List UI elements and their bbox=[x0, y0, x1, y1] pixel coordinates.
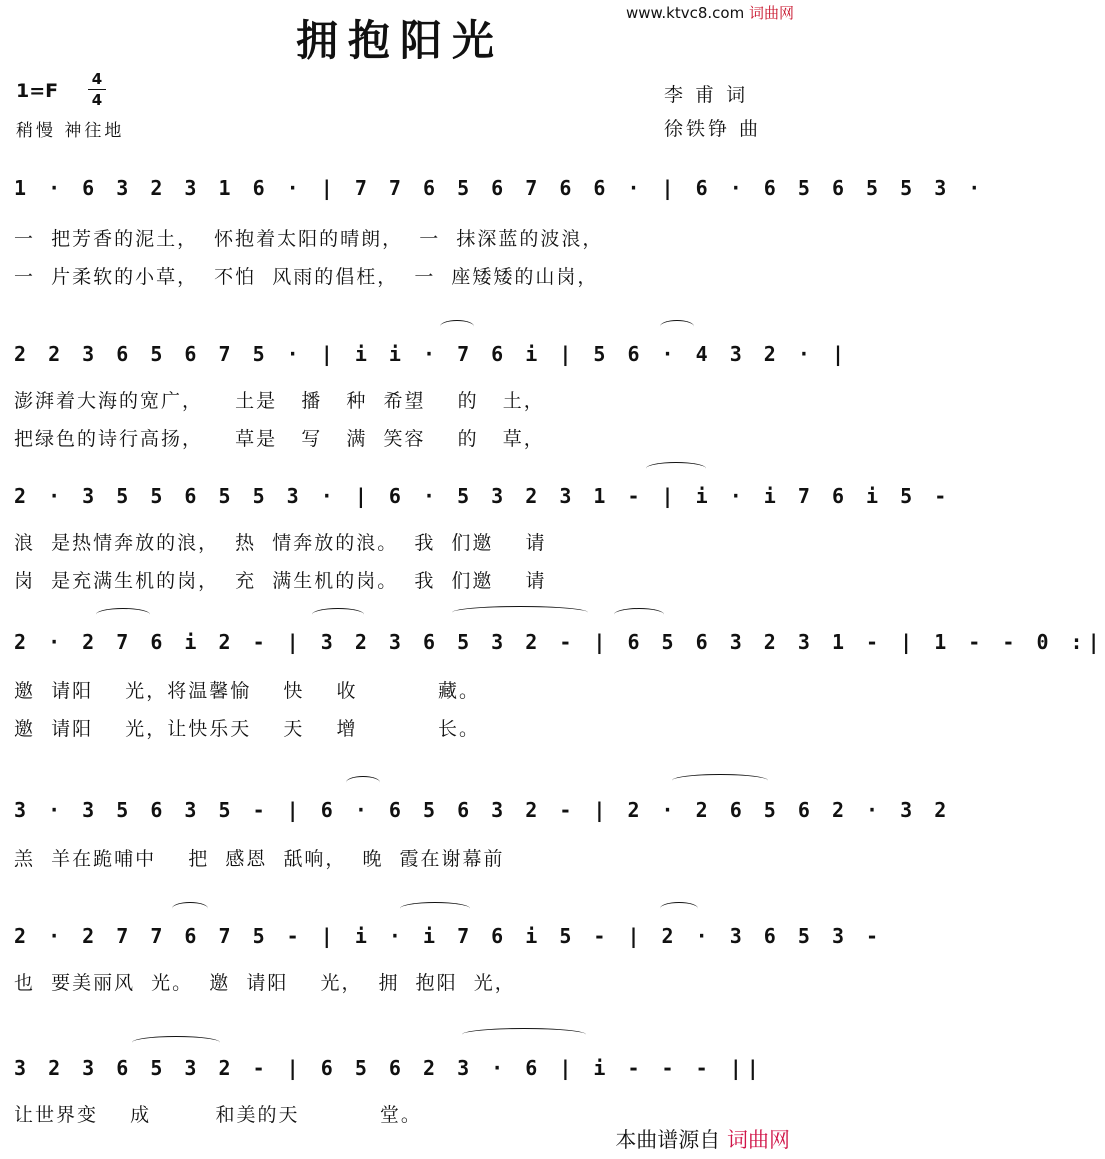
key-signature: 1=F bbox=[16, 80, 59, 102]
composer: 徐铁铮 曲 bbox=[664, 118, 762, 140]
slur bbox=[672, 774, 768, 787]
lyric-line-5: 羔 羊在跪哺中 把 感恩 舐响， 晚 霞在谢幕前 bbox=[14, 848, 505, 870]
lyric-line-2b: 把绿色的诗行高扬， 草是 写 满 笑容 的 草， bbox=[14, 428, 545, 450]
slur bbox=[660, 320, 694, 333]
slur bbox=[172, 902, 208, 915]
slur bbox=[440, 320, 474, 333]
notation-line-3: 2 · 3 5 5 6 5 5 3 · | 6 · 5 3 2 3 1 - | i · i 7 6 i 5 - bbox=[14, 484, 952, 508]
source-credit bbox=[615, 1124, 790, 1154]
slur bbox=[660, 902, 698, 915]
lyric-line-7: 让世界变 成 和美的天 堂。 bbox=[14, 1104, 422, 1126]
source-brand: 词曲网 bbox=[727, 1128, 790, 1152]
watermark-brand: 词曲网 bbox=[748, 4, 794, 22]
slur bbox=[400, 902, 470, 915]
slur bbox=[646, 462, 706, 475]
source-prefix: 本曲谱源自 bbox=[615, 1128, 721, 1152]
lyric-line-1b: 一 片柔软的小草， 不怕 风雨的倡枉， 一 座矮矮的山岗， bbox=[14, 266, 599, 288]
slur bbox=[346, 776, 380, 789]
time-signature bbox=[88, 70, 106, 109]
watermark-site: www.ktvc8.com bbox=[625, 4, 745, 22]
notation-line-1: 1 · 6 3 2 3 1 6 · | 7 7 6 5 6 7 6 6 · | 6 · 6 5 6 5 5 3 · bbox=[14, 176, 1003, 200]
slur bbox=[452, 606, 588, 619]
lyric-line-4a: 邀 请阳 光，将温馨愉 快 收 藏。 bbox=[14, 680, 480, 702]
slur bbox=[614, 608, 664, 621]
song-title: 拥抱阳光 bbox=[295, 16, 504, 65]
notation-line-5: 3 · 3 5 6 3 5 - | 6 · 6 5 6 3 2 - | 2 · 2 6 5 6 2 · 3 2 bbox=[14, 798, 952, 822]
time-signature-line bbox=[88, 89, 106, 90]
slur bbox=[132, 1036, 220, 1049]
lyric-line-1a: 一 把芳香的泥土， 怀抱着太阳的晴朗， 一 抹深蓝的波浪， bbox=[14, 228, 604, 250]
time-signature-top: 4 bbox=[91, 70, 103, 88]
notation-line-4: 2 · 2 7 6 i 2 - | 3 2 3 6 5 3 2 - | 6 5 6 3 2 3 1 - | 1 - - 0 :| bbox=[14, 630, 1105, 654]
lyric-line-2a: 澎湃着大海的宽广， 土是 播 种 希望 的 土， bbox=[14, 390, 545, 412]
slur bbox=[312, 608, 364, 621]
notation-line-6: 2 · 2 7 7 6 7 5 - | i · i 7 6 i 5 - | 2 · 3 6 5 3 - bbox=[14, 924, 884, 948]
lyric-line-6: 也 要美丽风 光。 邀 请阳 光， 拥 抱阳 光， bbox=[14, 972, 516, 994]
slur bbox=[462, 1028, 586, 1041]
notation-line-7: 3 2 3 6 5 3 2 - | 6 5 6 2 3 · 6 | i - - - || bbox=[14, 1056, 764, 1080]
slur bbox=[96, 608, 150, 621]
lyric-line-3a: 浪 是热情奔放的浪， 热 情奔放的浪。 我 们邀 请 bbox=[14, 532, 547, 554]
lyric-line-4b: 邀 请阳 光，让快乐天 天 增 长。 bbox=[14, 718, 480, 740]
tempo-marking: 稍慢 神往地 bbox=[16, 121, 125, 141]
lyricist: 李 甫 词 bbox=[664, 84, 749, 106]
lyric-line-3b: 岗 是充满生机的岗， 充 满生机的岗。 我 们邀 请 bbox=[14, 570, 547, 592]
time-signature-bottom: 4 bbox=[91, 91, 103, 109]
notation-line-2: 2 2 3 6 5 6 7 5 · | i i · 7 6 i | 5 6 · 4 3 2 · | bbox=[14, 342, 850, 366]
